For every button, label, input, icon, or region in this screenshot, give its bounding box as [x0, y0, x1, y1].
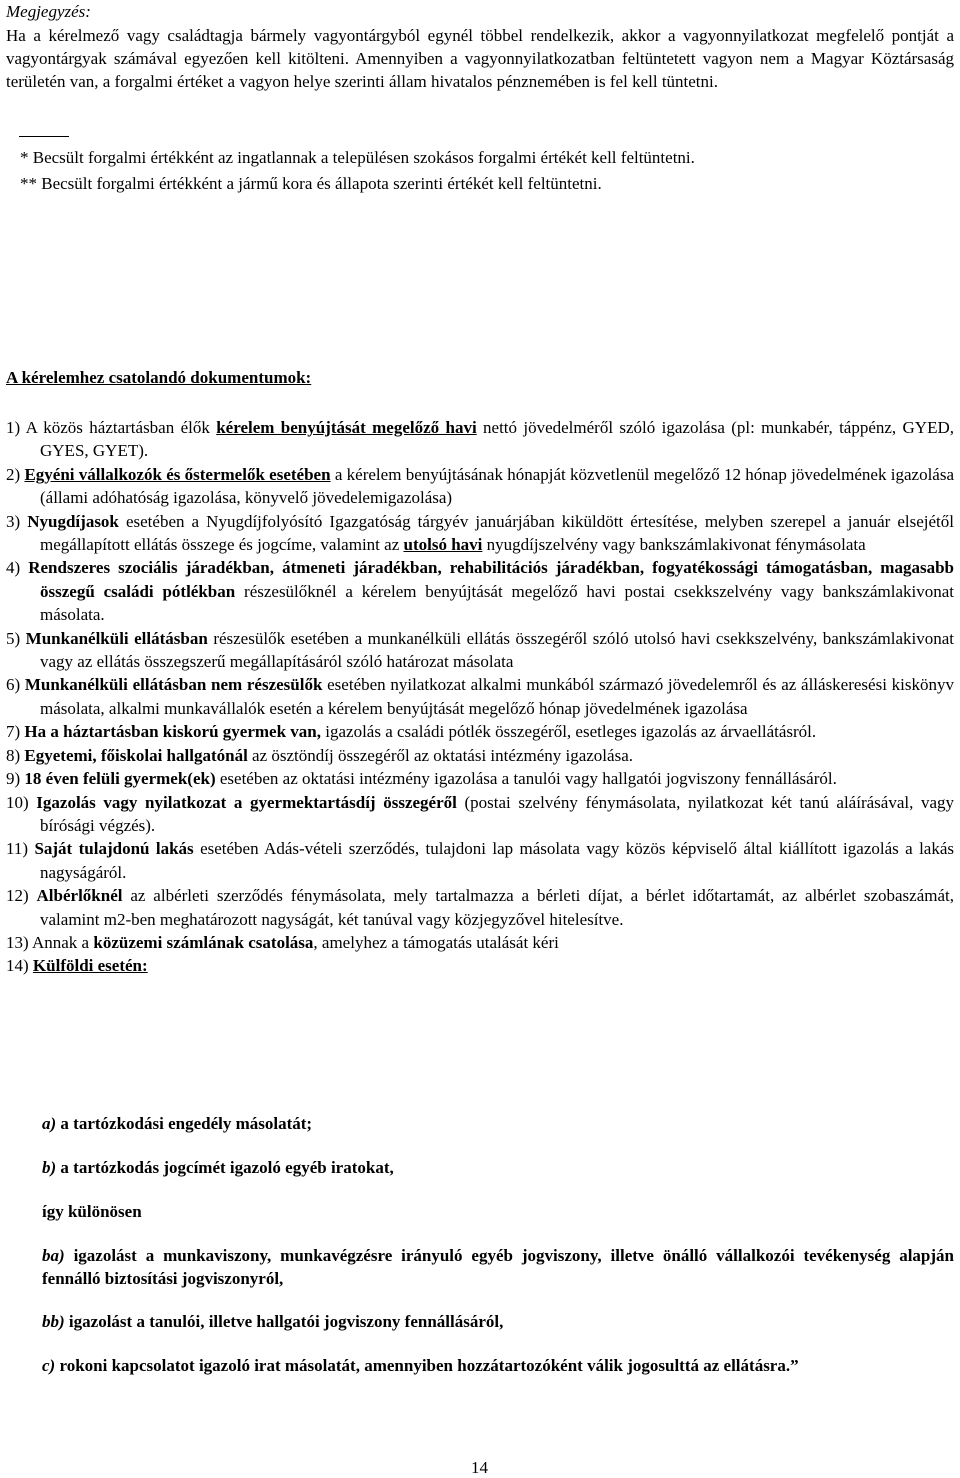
footnote-2: ** Becsült forgalmi értékként a jármű kora és állapota szerinti értékét kell feltüntetni.: [20, 174, 602, 193]
list-item: 9) 18 éven felüli gyermek(ek) esetében az oktatási intézmény igazolása a tanulói vagy hallgatói jogviszony fennállásáról.: [6, 769, 837, 789]
list-item: 10) Igazolás vagy nyilatkozat a gyermektartásdíj összegéről (postai szelvény fénymásolata, nyilatkozat két tanú aláírásával, vagy bírósági végzés).: [6, 792, 955, 835]
list-item: 11) Saját tulajdonú lakás esetében Adás-vételi szerződés, tulajdoni lap másolata vagy közös képviselő által kiállított igazolás a lakás nagyságáról.: [6, 839, 955, 882]
list-item: 7) Ha a háztartásban kiskorú gyermek van, igazolás a családi pótlék összegéről, esetleges igazolás az árvaellátásról.: [6, 722, 817, 742]
documents-heading: A kérelemhez csatolandó dokumentumok:: [6, 368, 312, 387]
page-number: 14: [471, 1458, 488, 1477]
list-item: 12) Albérlőknél az albérleti szerződés fénymásolata, mely tartalmazza a bérleti díjat, a bérlet időtartamát, az albérlet szobaszámát, valamint m2-ben meghatározott nagyságát, két tanúval vagy közjegyzővel hitelesítve.: [6, 886, 954, 929]
footnote-1: * Becsült forgalmi értékként az ingatlannak a településen szokásos forgalmi értékét kell feltüntetni.: [20, 148, 695, 167]
sub-item-bb: bb) igazolást a tanulói, illetve hallgatói jogviszony fennállásáról,: [42, 1312, 504, 1331]
list-item: 1) A közös háztartásban élők kérelem benyújtását megelőző havi nettó jövedelméről szóló igazolása (pl: munkabér, táppénz, GYED, GYES, GYET).: [6, 418, 954, 461]
note-title: Megjegyzés:: [6, 2, 91, 21]
note-text: Ha a kérelmező vagy családtagja bármely vagyontárgyból egynél többel rendelkezik, akkor a vagyonnyilatkozat megfelelő pontját a vagyontárgyak számával egyezően kell kitölteni. Amennyiben a vagyonnyilatkozatban feltüntetett vagyon nem a Magyar Köztársaság területén van, a forgalmi értéket a vagyon helye szerinti állam hivatalos pénznemében is fel kell tüntetni.: [6, 26, 954, 91]
list-item: 3) Nyugdíjasok esetében a Nyugdíjfolyósító Igazgatóság tárgyév januárjában kiküldött értesítése, melyben szerepel a január elsejétől megállapított ellátás összege és jogcíme, valamint az utolsó havi nyugdíjszelvény vagy bankszámlakivonat fénymásolata: [6, 511, 954, 555]
documents-list: [6, 416, 954, 978]
list-item: 2) Egyéni vállalkozók és őstermelők esetében a kérelem benyújtásának hónapját közvetlenül megelőző 12 hónap jövedelmének igazolása (állami adóhatóság igazolása, könyvelő jövedelemigazolása): [6, 464, 954, 508]
footnote-rule: [19, 136, 69, 137]
list-item: 13) Annak a közüzemi számlának csatolása, amelyhez a támogatás utalását kéri: [6, 932, 559, 952]
list-item: 4) Rendszeres szociális járadékban, átmeneti járadékban, rehabilitációs járadékban, fogyatékossági támogatásban, magasabb összegű családi pótlékban részesülőknél a kérelem benyújtását megelőző havi postai csekkszelvény vagy bankszámlakivonat másolata.: [6, 558, 954, 625]
sub-item-c: c) rokoni kapcsolatot igazoló irat másolatát, amennyiben hozzátartozóként válik jogosulttá az ellátásra.”: [42, 1356, 799, 1375]
list-item: 5) Munkanélküli ellátásban részesülők esetében a munkanélküli ellátás összegéről szóló utolsó havi csekkszelvény, bankszámlakivonat vagy az ellátás összegszerű megállapításáról szóló határozat másolata: [6, 628, 954, 672]
list-item: 8) Egyetemi, főiskolai hallgatónál az ösztöndíj összegéről az oktatási intézmény igazolása.: [6, 745, 633, 765]
sub-item-b: b) a tartózkodás jogcímét igazoló egyéb iratokat,: [42, 1158, 394, 1177]
list-item: 14) Külföldi esetén:: [6, 956, 148, 976]
sub-item-a: a) a tartózkodási engedély másolatát;: [42, 1114, 313, 1133]
sub-item-ba: ba) igazolást a munkaviszony, munkavégzésre irányuló egyéb jogviszony, illetve önálló vállalkozói tevékenység alapján fennálló biztosítási jogviszonyról,: [42, 1246, 954, 1288]
sub-item-igy: így különösen: [42, 1202, 142, 1221]
list-item: 6) Munkanélküli ellátásban nem részesülők esetében nyilatkozat alkalmi munkából származó jövedelemről és az álláskeresési kiskönyv másolata, alkalmi munkavállalók esetén a kérelem benyújtását megelőző hónap jövedelmének igazolása: [6, 675, 954, 718]
